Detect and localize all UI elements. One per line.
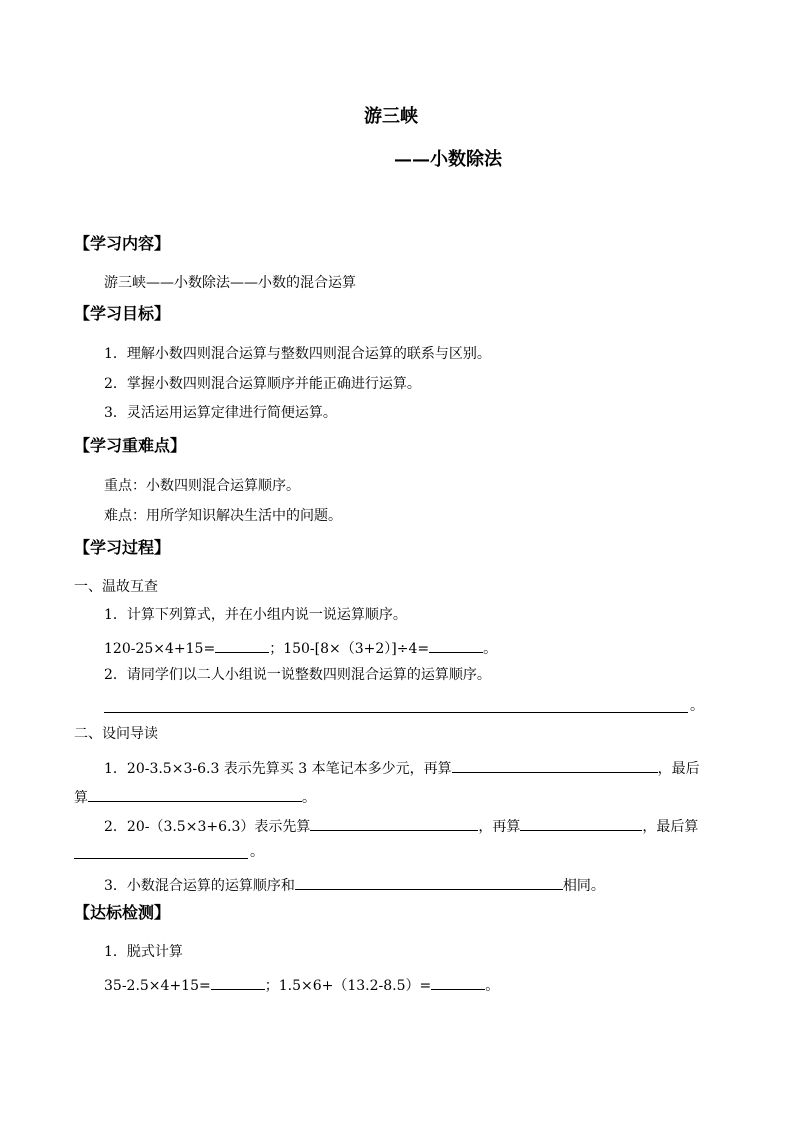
answer-blank[interactable]: [88, 787, 302, 802]
page-subtitle: ——小数除法: [394, 149, 502, 170]
section-heading-check: 【达标检测】: [74, 903, 171, 922]
check-expressions: [104, 975, 499, 993]
expression-1: 120-25×4+15=: [104, 641, 216, 657]
part1-question-2: 2．请同学们以二人小组说一说整数四则混合运算的运算顺序。: [104, 667, 491, 683]
answer-blank[interactable]: [295, 875, 563, 890]
part2-question-2-line-a: [104, 816, 698, 834]
expression-2: 1.5×6+（13.2-8.5）=: [278, 978, 432, 994]
expression-2: 150-[8×（3+2）]÷4=: [283, 641, 430, 657]
content-text: 游三峡——小数除法——小数的混合运算: [104, 275, 356, 291]
part1-expressions: [104, 638, 497, 656]
section-heading-keypoints: 【学习重难点】: [74, 436, 187, 455]
section-heading-process: 【学习过程】: [74, 538, 171, 557]
page-title: 游三峡: [364, 106, 418, 127]
question-text: 3．小数混合运算的运算顺序和: [104, 878, 295, 894]
section-heading-goals: 【学习目标】: [74, 304, 171, 323]
separator: ；: [264, 978, 279, 994]
answer-blank[interactable]: [310, 816, 478, 831]
question-text: 相同。: [562, 878, 605, 894]
question-text: 2．20-（3.5×3+6.3）表示先算: [104, 819, 311, 835]
focus-text: 重点：小数四则混合运算顺序。: [104, 478, 300, 494]
question-text: 1．20-3.5×3-6.3 表示先算买 3 本笔记本多少元，再算: [104, 761, 452, 777]
difficulty-text: 难点：用所学知识解决生活中的问题。: [104, 508, 342, 524]
part1-title: 一、温故互查: [74, 579, 158, 595]
period: 。: [483, 641, 498, 657]
part2-question-1-line-a: [104, 758, 700, 776]
part2-title: 二、设问导读: [74, 726, 158, 742]
part1-question-1: 1．计算下列算式，并在小组内说一说运算顺序。: [104, 607, 407, 623]
answer-blank[interactable]: [429, 638, 483, 653]
goal-item: 3．灵活运用运算定律进行简便运算。: [104, 405, 337, 421]
section-heading-content: 【学习内容】: [74, 234, 171, 253]
period: 。: [690, 698, 704, 714]
expression-1: 35-2.5×4+15=: [104, 978, 211, 994]
part2-question-3: [104, 875, 605, 893]
question-text: 算: [74, 790, 88, 806]
answer-blank[interactable]: [520, 816, 642, 831]
goal-item: 2．掌握小数四则混合运算顺序并能正确进行运算。: [104, 376, 421, 392]
check-question-1: 1．脱式计算: [104, 944, 183, 960]
part2-question-1-line-b: [74, 787, 316, 805]
goal-item: 1．理解小数四则混合运算与整数四则混合运算的联系与区别。: [104, 346, 491, 362]
answer-line[interactable]: [74, 858, 248, 859]
answer-blank[interactable]: [215, 638, 269, 653]
question-text: ，最后: [657, 761, 700, 777]
question-text: ，最后算: [642, 819, 699, 835]
answer-blank[interactable]: [211, 975, 265, 990]
period: 。: [485, 978, 500, 994]
answer-blank[interactable]: [431, 975, 485, 990]
answer-blank[interactable]: [452, 758, 658, 773]
separator: ；: [269, 641, 284, 657]
question-text: ，再算: [478, 819, 521, 835]
answer-line[interactable]: [104, 712, 688, 713]
period: 。: [302, 790, 316, 806]
period: 。: [250, 844, 264, 860]
